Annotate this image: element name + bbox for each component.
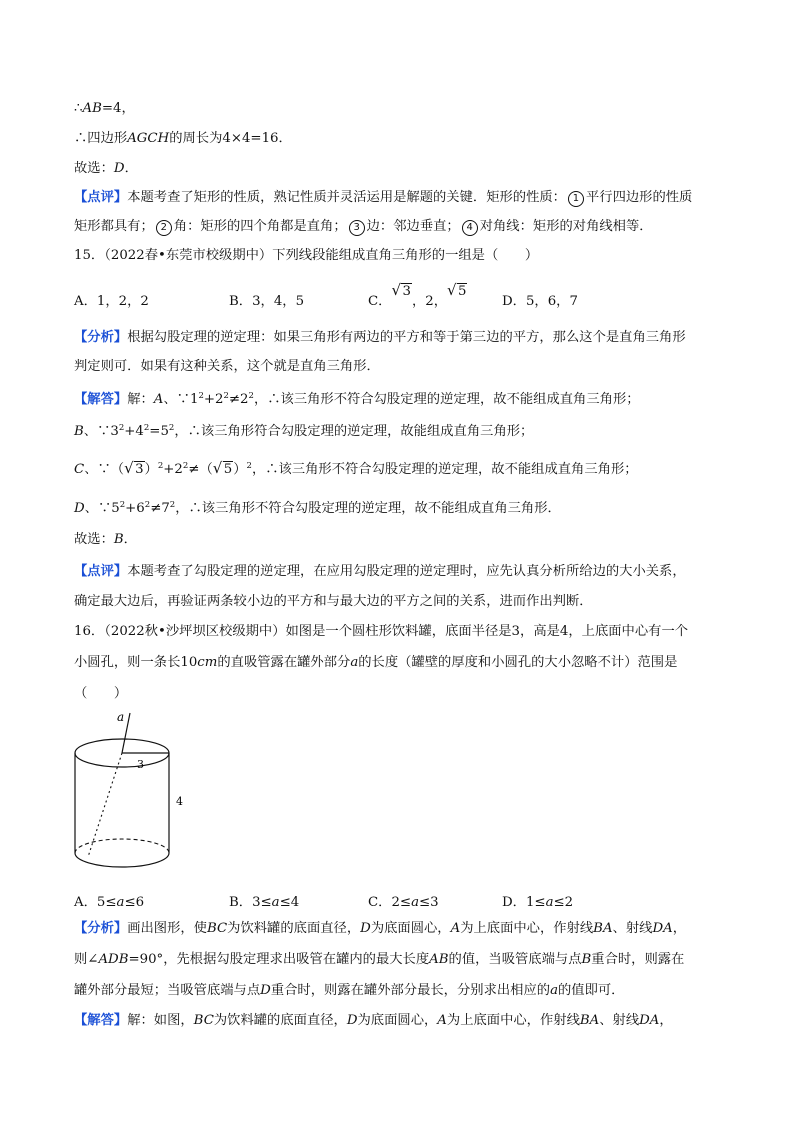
solution-15-c: C、∵（ √ $3)^2+2^2\ne$（ √ 5）$^2$，∴该三角形不符合勾股定理的逆定理，故不能组成直角三角形； xyxy=(74,459,638,477)
circled-number: 1 xyxy=(568,191,584,207)
bottom-front-arc xyxy=(75,853,169,867)
option-16-a: A．5≤a≤6 xyxy=(74,895,145,910)
analysis-15-line-2: 判定则可．如果有这种关系，这个就是直角三角形． xyxy=(74,359,380,374)
solution-tag: 【解答】 xyxy=(74,1013,128,1028)
analysis-16-line-1: 【分析】画出图形，使BC为饮料罐的底面直径，D为底面圆心，A为上底面中心，作射线BA、射线DA， xyxy=(74,921,686,936)
line-perimeter: ∴四边形AGCH的周长为4×4=16． xyxy=(74,131,292,146)
option-16-b: B．3≤a≤4 xyxy=(229,895,300,910)
analysis-16-line-3: 罐外部分最短；当吸管底端与点D重合时，则露在罐外部分最长，分别求出相应的a的值即可． xyxy=(74,983,625,998)
circled-number: 2 xyxy=(156,220,172,236)
solution-15-a: 【解答】解：A、$\because 1^2+2^2\ne 2^2$，∴该三角形不符合勾股定理的逆定理，故不能组成直角三角形； xyxy=(74,391,640,407)
option-15-a: A．1，2，2 xyxy=(74,294,149,309)
solution-16-line-1: 【解答】解：如图，BC为饮料罐的底面直径，D为底面圆心，A为上底面中心，作射线BA、射线DA， xyxy=(74,1013,673,1028)
comment-15-line-2: 确定最大边后，再验证两条较小边的平方和与最大边的平方之间的关系，进而作出判断． xyxy=(74,594,593,609)
option-16-c: C．2≤a≤3 xyxy=(368,895,439,910)
question-16-line-1: 16．（2022秋•沙坪坝区校级期中）如图是一个圆柱形饮料罐，底面半径是3，高是4，上底面中心有一个 xyxy=(74,624,689,639)
option-15-c: C． √ 3，2， √ 5 xyxy=(368,281,467,309)
comment-tag: 【点评】 xyxy=(74,190,128,205)
analysis-tag: 【分析】 xyxy=(74,330,128,345)
comment-tag: 【点评】 xyxy=(74,564,128,579)
option-16-d: D．1≤a≤2 xyxy=(502,895,574,910)
solution-tag: 【解答】 xyxy=(74,392,128,407)
circled-number: 4 xyxy=(462,220,478,236)
label-height: 4 xyxy=(176,795,183,808)
option-15-b: B．3，4，5 xyxy=(229,294,305,309)
analysis-16-line-2: 则∠ADB=90°，先根据勾股定理求出吸管在罐内的最大长度AB的值，当吸管底端与点B重合时，则露在 xyxy=(74,952,685,967)
question-16-line-3: （ ） xyxy=(74,686,128,701)
line-answer-b: 故选：B． xyxy=(74,532,137,547)
sqrt-3: √ 3 xyxy=(124,459,144,477)
cylinder-figure xyxy=(70,705,200,875)
analysis-tag: 【分析】 xyxy=(74,921,128,936)
line-ab-equals-4: ∴AB=4， xyxy=(74,101,135,116)
option-15-d: D．5，6，7 xyxy=(502,294,578,309)
solution-15-d: D、$\because 5^2+6^2\ne 7^2$，∴该三角形不符合勾股定理的逆定理，故不能组成直角三角形． xyxy=(74,500,561,516)
solution-15-b: B、$\because 3^2+4^2=5^2$，∴该三角形符合勾股定理的逆定理，故能组成直角三角形； xyxy=(74,423,534,439)
sqrt-5: √ 5 xyxy=(447,281,467,299)
sqrt-5: √ 5 xyxy=(212,459,233,477)
sqrt-3: √ 3 xyxy=(391,281,411,299)
comment-15-line-1: 【点评】本题考查了勾股定理的逆定理，在应用勾股定理的逆定理时，应先认真分析所给边的大小关系， xyxy=(74,564,686,579)
question-16-line-2: 小圆孔，则一条长10cm的直吸管露在罐外部分a的长度（罐壁的厚度和小圆孔的大小忽略不计）范围是 xyxy=(74,655,678,670)
comment-line-1: 【点评】本题考查了矩形的性质，熟记性质并灵活运用是解题的关键．矩形的性质： 1 平行四边形的性质 xyxy=(74,190,693,205)
line-answer-d: 故选：D． xyxy=(74,161,138,176)
circled-number: 3 xyxy=(349,220,365,236)
label-radius: 3 xyxy=(137,758,144,771)
label-a: a xyxy=(117,710,125,724)
question-15: 15．（2022春•东莞市校级期中）下列线段能组成直角三角形的一组是（ ） xyxy=(74,248,539,263)
analysis-15-line-1: 【分析】根据勾股定理的逆定理：如果三角形有两边的平方和等于第三边的平方，那么这个是直角三角形 xyxy=(74,330,686,345)
bottom-back-arc xyxy=(75,839,169,853)
comment-line-2: 矩形都具有； 2 角：矩形的四个角都是直角； 3 边：邻边垂直； 4 对角线：矩形的对角线相等． xyxy=(74,219,653,234)
